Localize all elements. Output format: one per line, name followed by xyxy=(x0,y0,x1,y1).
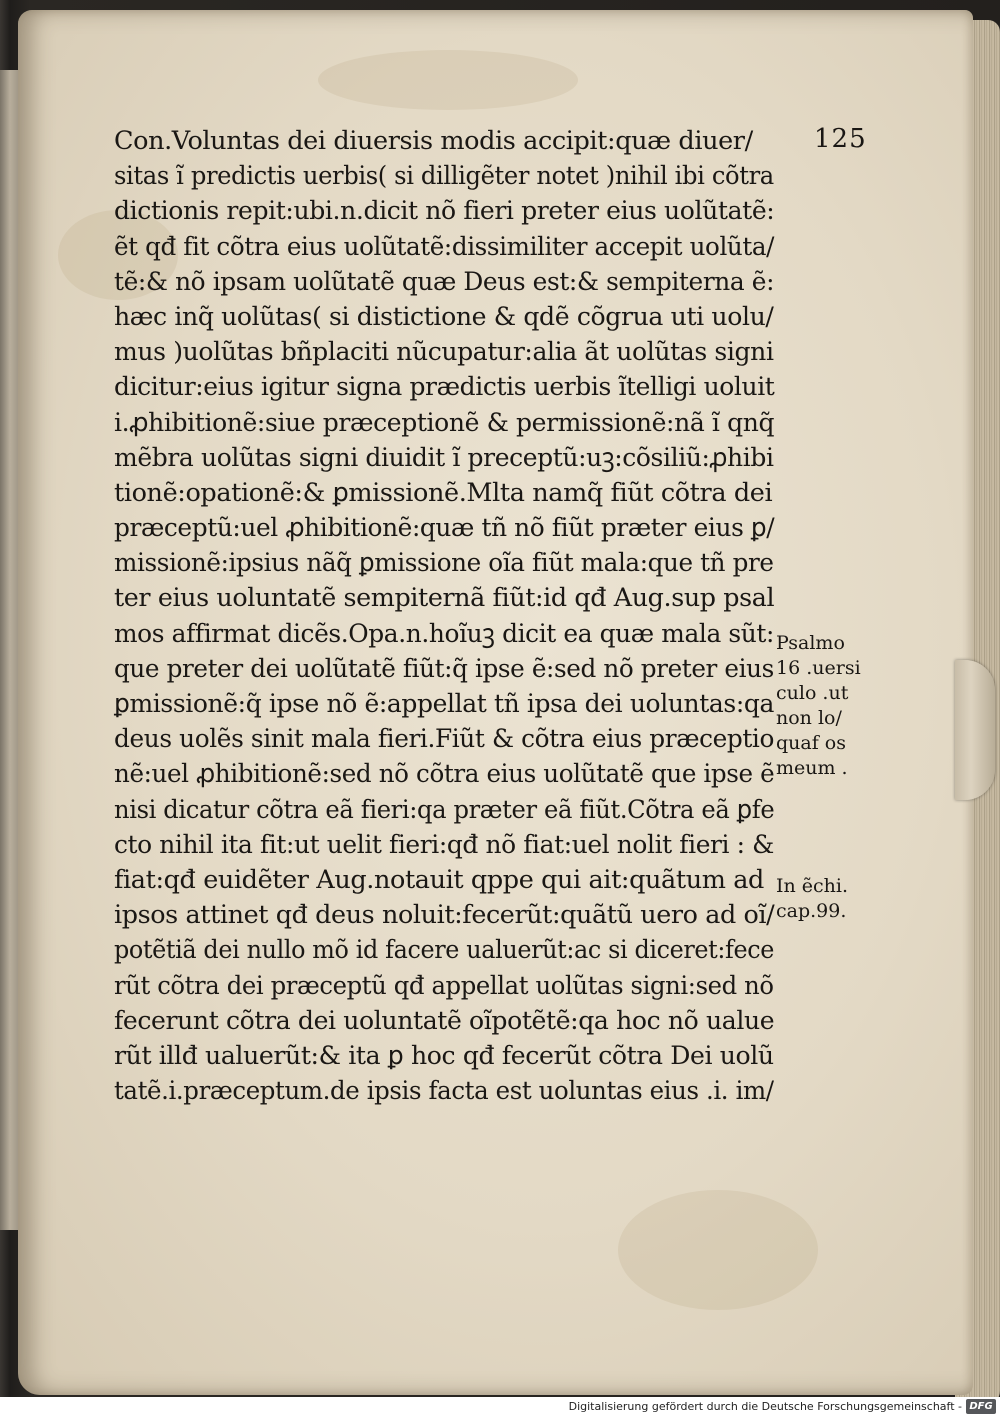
text-line: nẽ:uel ꝓhibitionẽ:sed nõ cõtra eius uolũtatẽ que ipse ẽ xyxy=(114,759,775,790)
marginal-note-line: In ẽchi. xyxy=(776,875,849,897)
text-line: rũt cõtra dei præceptũ qđ appellat uolũtas signi:sed nõ xyxy=(114,970,774,1001)
page-number: 125 xyxy=(814,124,867,154)
text-line: mẽbra uolũtas signi diuidit ĩ preceptũ:uꝫ:cõsiliũ:ꝓhibi xyxy=(114,442,774,473)
text-line: potẽtiã dei nullo mõ id facere ualuerũt:ac si diceret:fece xyxy=(114,935,774,966)
footer-bar xyxy=(0,1397,1000,1417)
text-line: tẽ:& nõ ipsam uolũtatẽ quæ Deus est:& sempiterna ẽ: xyxy=(114,266,775,297)
marginal-note-line: cap.99. xyxy=(776,900,847,922)
text-line: missionẽ:ipsius nãq̃ ꝑmissione oĩa fiũt mala:que tñ pre xyxy=(114,548,774,579)
text-line: hæc inq̃ uolũtas( si distictione & qdẽ cõgrua uti uolu/ xyxy=(114,301,774,332)
text-line: sitas ĩ predictis uerbis( si dilligẽter notet )nihil ibi cõtra xyxy=(114,161,774,192)
text-line: i.ꝓhibitionẽ:siue præceptionẽ & permissionẽ:nã ĩ qnq̃ xyxy=(114,407,775,438)
marginal-note-line: 16 .uersi xyxy=(776,657,861,679)
text-line: tatẽ.i.præceptum.de ipsis facta est uoluntas eius .i. im/ xyxy=(114,1076,774,1107)
text-line: fecerunt cõtra dei uoluntatẽ oĩpotẽtẽ:qa hoc nõ ualue xyxy=(114,1005,775,1036)
text-line: præceptũ:uel ꝓhibitionẽ:quæ tñ nõ fiũt præter eius ꝑ/ xyxy=(114,513,775,544)
marginal-note-line: meum . xyxy=(776,757,848,779)
page-tab xyxy=(955,660,995,800)
text-line: que preter dei uolũtatẽ fiũt:q̃ ipse ẽ:sed nõ preter eius xyxy=(114,653,774,684)
text-line: ꝑmissionẽ:q̃ ipse nõ ẽ:appellat tñ ipsa dei uoluntas:qa xyxy=(114,689,775,719)
paper-stain xyxy=(318,50,578,110)
text-line: dicitur:eius igitur signa prædictis uerbis ĩtelligi uoluit xyxy=(114,372,775,403)
dfg-logo: DFG xyxy=(966,1399,996,1414)
text-line: ẽt qđ fit cõtra eius uolũtatẽ:dissimiliter accepit uolũta/ xyxy=(114,231,775,262)
marginal-note-psalm xyxy=(776,631,861,781)
text-line: dictionis repit:ubi.n.dicit nõ fieri preter eius uolũtatẽ: xyxy=(114,196,775,227)
paper-stain xyxy=(618,1190,818,1310)
text-line: rũt illđ ualuerũt:& ita ꝑ hoc qđ fecerũt cõtra Dei uolũ xyxy=(114,1040,774,1071)
marginal-note-line: culo .ut xyxy=(776,682,849,704)
text-line: mos affirmat dicẽs.Opa.n.hoĩuꝫ dicit ea quæ mala sũt: xyxy=(114,618,774,649)
marginal-note-line: non lo/ xyxy=(776,707,842,729)
text-line: deus uolẽs sinit mala fieri.Fiũt & cõtra eius præceptio xyxy=(114,724,775,755)
text-line: Con.Voluntas dei diuersis modis accipit:quæ diuer/ xyxy=(114,126,753,156)
marginal-note-enchiridion xyxy=(776,874,848,924)
text-line: mus )uolũtas bñplaciti nũcupatur:alia ãt uolũtas signi xyxy=(114,337,774,368)
text-line: tionẽ:opationẽ:& ꝑmissionẽ.Mlta namq̃ fiũt cõtra dei xyxy=(114,477,773,508)
text-line: cto nihil ita fit:ut uelit fieri:qđ nõ fiat:uel nolit fieri : & xyxy=(114,829,774,860)
text-line: ipsos attinet qđ deus noluit:fecerũt:quãtũ uero ad oĩ/ xyxy=(114,900,775,931)
main-text-block xyxy=(114,124,774,1109)
text-line: fiat:qđ euidẽter Aug.notauit qppe qui ait:quãtum ad xyxy=(114,864,764,895)
marginal-note-line: quaf os xyxy=(776,732,846,754)
marginal-note-line: Psalmo xyxy=(776,632,845,654)
text-line: nisi dicatur cõtra eã fieri:qa præter eã fiũt.Cõtra eã ꝑfe xyxy=(114,794,775,825)
footer-credit: Digitalisierung gefördert durch die Deutsche Forschungsgemeinschaft - xyxy=(568,1400,962,1413)
text-line: ter eius uoluntatẽ sempiternã fiũt:id qđ Aug.sup psal xyxy=(114,583,775,614)
